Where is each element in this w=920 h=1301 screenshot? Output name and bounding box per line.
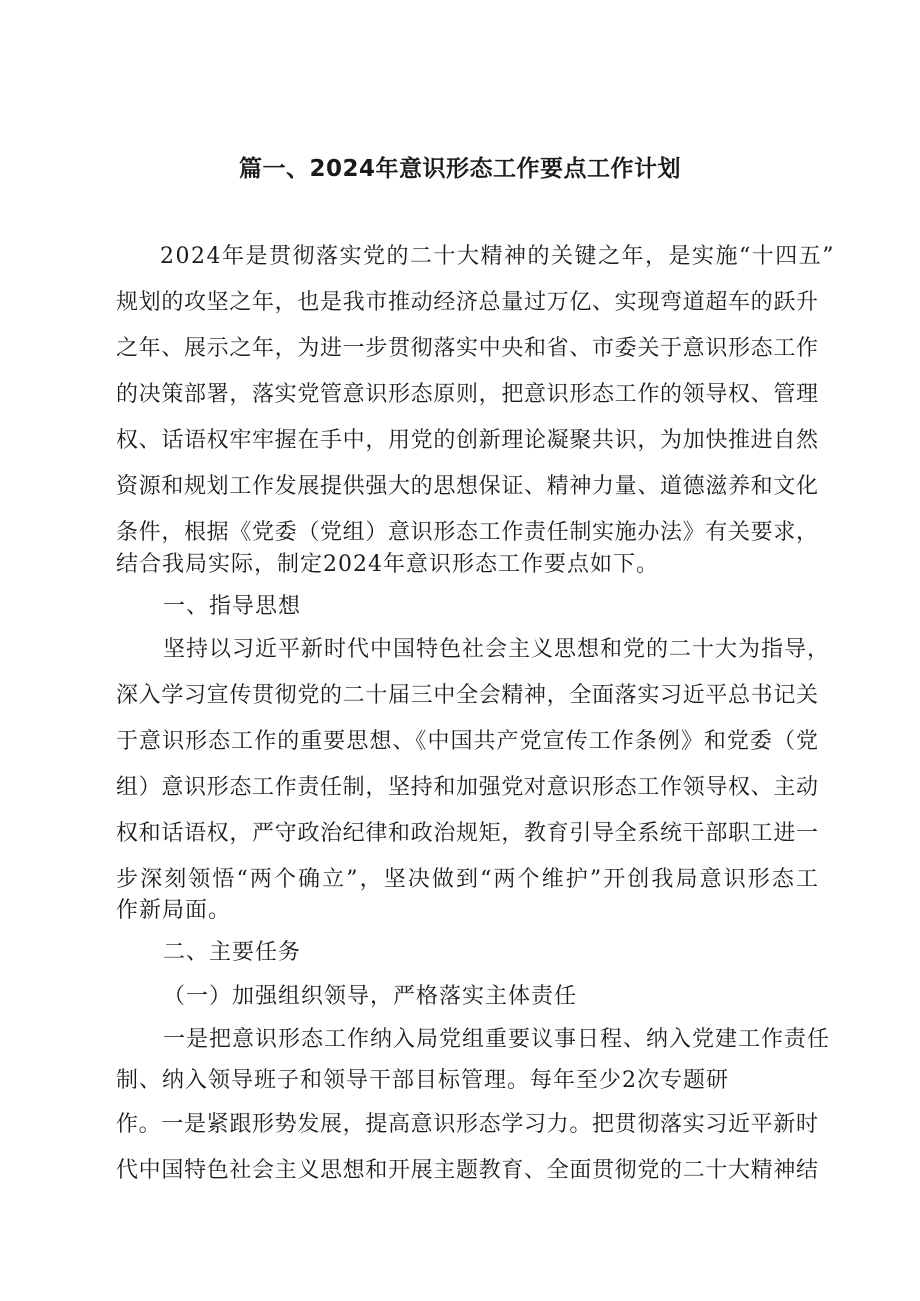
intro-line-6: 资源和规划工作发展提供强大的思想保证、精神力量、道德滋养和文化 [116, 474, 818, 499]
section1-line-5: 权和话语权，严守政治纪律和政治规矩，教育引导全系统干部职工进一 [116, 821, 818, 846]
intro-line-7: 条件，根据《党委（党组）意识形态工作责任制实施办法》有关要求， [116, 520, 818, 545]
section1-line-6: 步深刻领悟“两个确立”，坚决做到“两个维护”开创我局意识形态工 [116, 867, 818, 892]
intro-line-3: 之年、展示之年，为进一步贯彻落实中央和省、市委关于意识形态工作 [116, 336, 818, 361]
section1-line-1: 坚持以习近平新时代中国特色社会主义思想和党的二十大为指导， [163, 637, 831, 662]
section2-line-2: 制、纳入领导班子和领导干部目标管理。每年至少2次专题研 [116, 1068, 729, 1093]
section1-line-3: 于意识形态工作的重要思想、《中国共产党宣传工作条例》和党委（党 [116, 729, 818, 754]
section1-line-2: 深入学习宣传贯彻党的二十届三中全会精神，全面落实习近平总书记关 [116, 683, 818, 708]
section2-line-1: 一是把意识形态工作纳入局党组重要议事日程、纳入党建工作责任 [163, 1027, 831, 1052]
intro-line-1: 2024年是贯彻落实党的二十大精神的关键之年，是实施“十四五” [160, 244, 835, 269]
intro-line-4: 的决策部署，落实党管意识形态原则，把意识形态工作的领导权、管理 [116, 382, 818, 407]
section-heading-main-tasks: 二、主要任务 [163, 940, 302, 965]
subsection-heading-organization: （一）加强组织领导，严格落实主体责任 [163, 984, 578, 1009]
section1-line-7: 作新局面。 [116, 898, 232, 923]
section2-line-4: 代中国特色社会主义思想和开展主题教育、全面贯彻党的二十大精神结 [116, 1158, 818, 1183]
intro-line-5: 权、话语权牢牢握在手中，用党的创新理论凝聚共识，为加快推进自然 [116, 428, 818, 453]
section2-line-3: 作。一是紧跟形势发展，提高意识形态学习力。把贯彻落实习近平新时 [116, 1112, 818, 1137]
intro-line-8: 结合我局实际，制定2024年意识形态工作要点如下。 [116, 552, 659, 577]
intro-line-2: 规划的攻坚之年，也是我市推动经济总量过万亿、实现弯道超车的跃升 [116, 290, 818, 315]
document-title: 篇一、2024年意识形态工作要点工作计划 [238, 156, 681, 182]
section-heading-guiding-ideology: 一、指导思想 [163, 594, 302, 619]
section1-line-4: 组）意识形态工作责任制，坚持和加强党对意识形态工作领导权、主动 [116, 775, 818, 800]
